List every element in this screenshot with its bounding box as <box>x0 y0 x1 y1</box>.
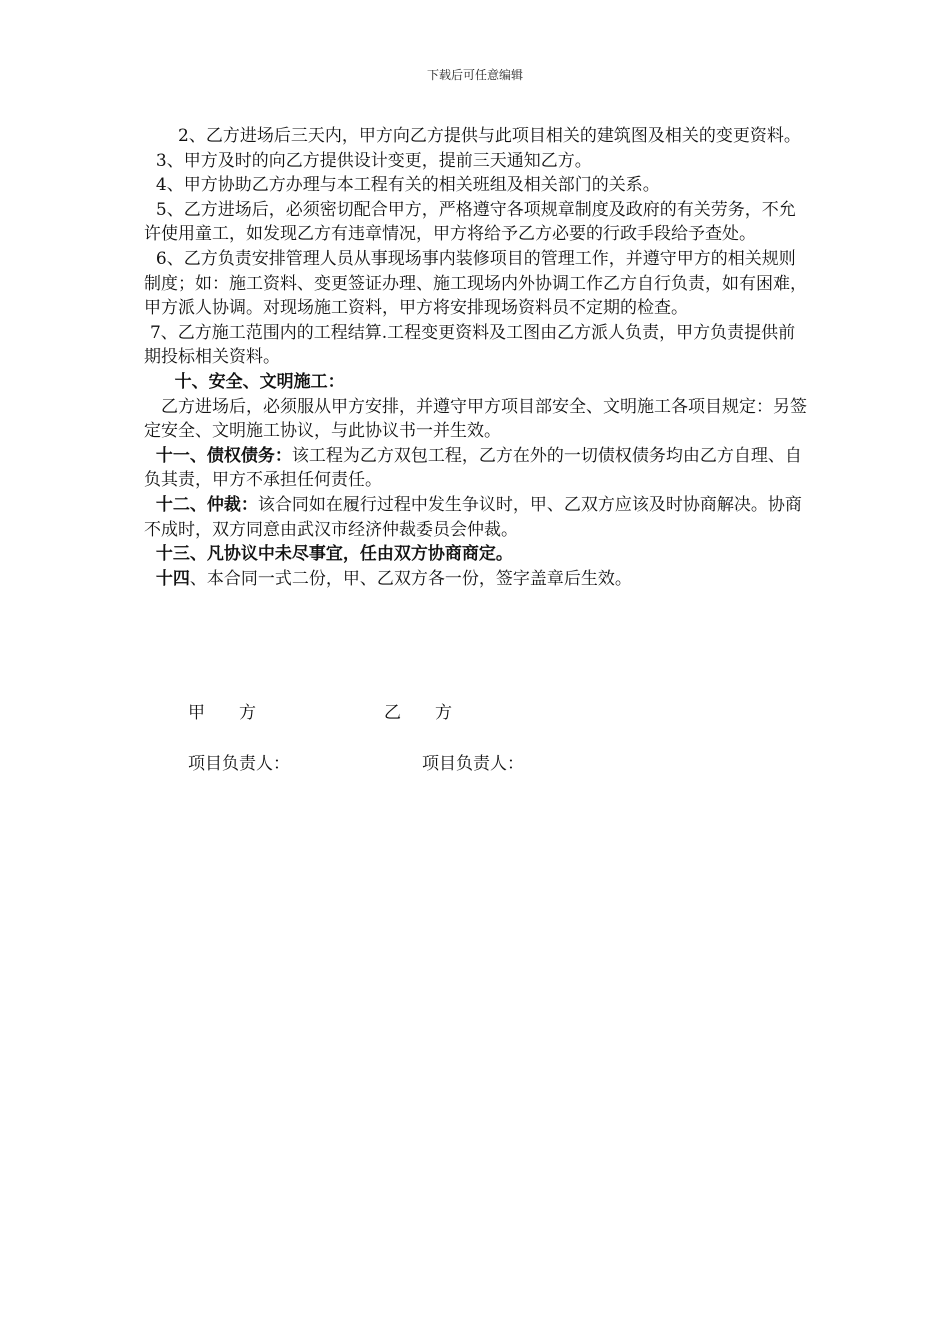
section-14 <box>144 567 808 592</box>
clause-text: 7、乙方施工范围内的工程结算.工程变更资料及工图由乙方派人负责，甲方负责提供前期投标相关资料。 <box>144 322 796 368</box>
section-12 <box>144 493 808 542</box>
contract-body <box>144 124 808 591</box>
clause-text: 、本合同一式二份，甲、乙双方各一份，签字盖章后生效。 <box>189 568 632 589</box>
section-13 <box>144 542 808 567</box>
clause-text: 2、乙方进场后三天内，甲方向乙方提供与此项目相关的建筑图及相关的变更资料。 <box>178 126 801 146</box>
clause-6 <box>144 247 808 321</box>
clause-text: 4、甲方协助乙方办理与本工程有关的相关班组及相关部门的关系。 <box>155 175 660 196</box>
clause-4 <box>144 173 808 198</box>
clause-5 <box>144 198 808 247</box>
section-heading: 十四 <box>155 568 190 589</box>
page-header: 下载后可任意编辑 <box>426 68 523 82</box>
clause-2 <box>144 124 808 149</box>
section-heading: 十二、仲裁： <box>155 494 258 515</box>
clause-text: 6、乙方负责安排管理人员从事现场事内装修项目的管理工作，并遵守甲方的相关规则制度；如：施工资料、变更签证办理、施工现场内外协调工作乙方自行负责，如有困难，甲方派人协调。对现场施工资料，甲方将安排现场资料员不定期的检查。 <box>144 248 807 319</box>
party-b-label: 乙 方 <box>384 703 452 723</box>
clause-text: 5、乙方进场后，必须密切配合甲方，严格遵守各项规章制度及政府的有关劳务，不允许使用童工，如发现乙方有违章情况，甲方将给予乙方必要的行政手段给予查处。 <box>144 199 796 245</box>
section-heading: 十三、凡协议中未尽事宜，任由双方协商商定。 <box>155 544 513 565</box>
clause-text: 该合同如在履行过程中发生争议时，甲、乙双方应该及时协商解决。协商不成时，双方同意由武汉市经济仲裁委员会仲裁。 <box>144 494 802 540</box>
section-heading: 十、安全、文明施工： <box>174 371 345 392</box>
section-10-body <box>144 395 808 444</box>
section-heading: 十一、债权债务： <box>155 445 292 466</box>
party-a-label: 甲 方 <box>188 703 256 723</box>
section-10-heading <box>144 370 808 395</box>
clause-3 <box>144 149 808 174</box>
clause-text: 3、甲方及时的向乙方提供设计变更，提前三天通知乙方。 <box>155 150 592 171</box>
section-11 <box>144 444 808 493</box>
party-a-manager-label: 项目负责人： <box>188 754 290 774</box>
clause-7 <box>144 321 808 370</box>
clause-text: 该工程为乙方双包工程，乙方在外的一切债权债务均由乙方自理、自负其责，甲方不承担任何责任。 <box>144 445 802 491</box>
clause-text: 乙方进场后，必须服从甲方安排，并遵守甲方项目部安全、文明施工各项目规定：另签定安全、文明施工协议，与此协议书一并生效。 <box>144 396 807 442</box>
party-b-manager-label: 项目负责人： <box>422 754 524 774</box>
